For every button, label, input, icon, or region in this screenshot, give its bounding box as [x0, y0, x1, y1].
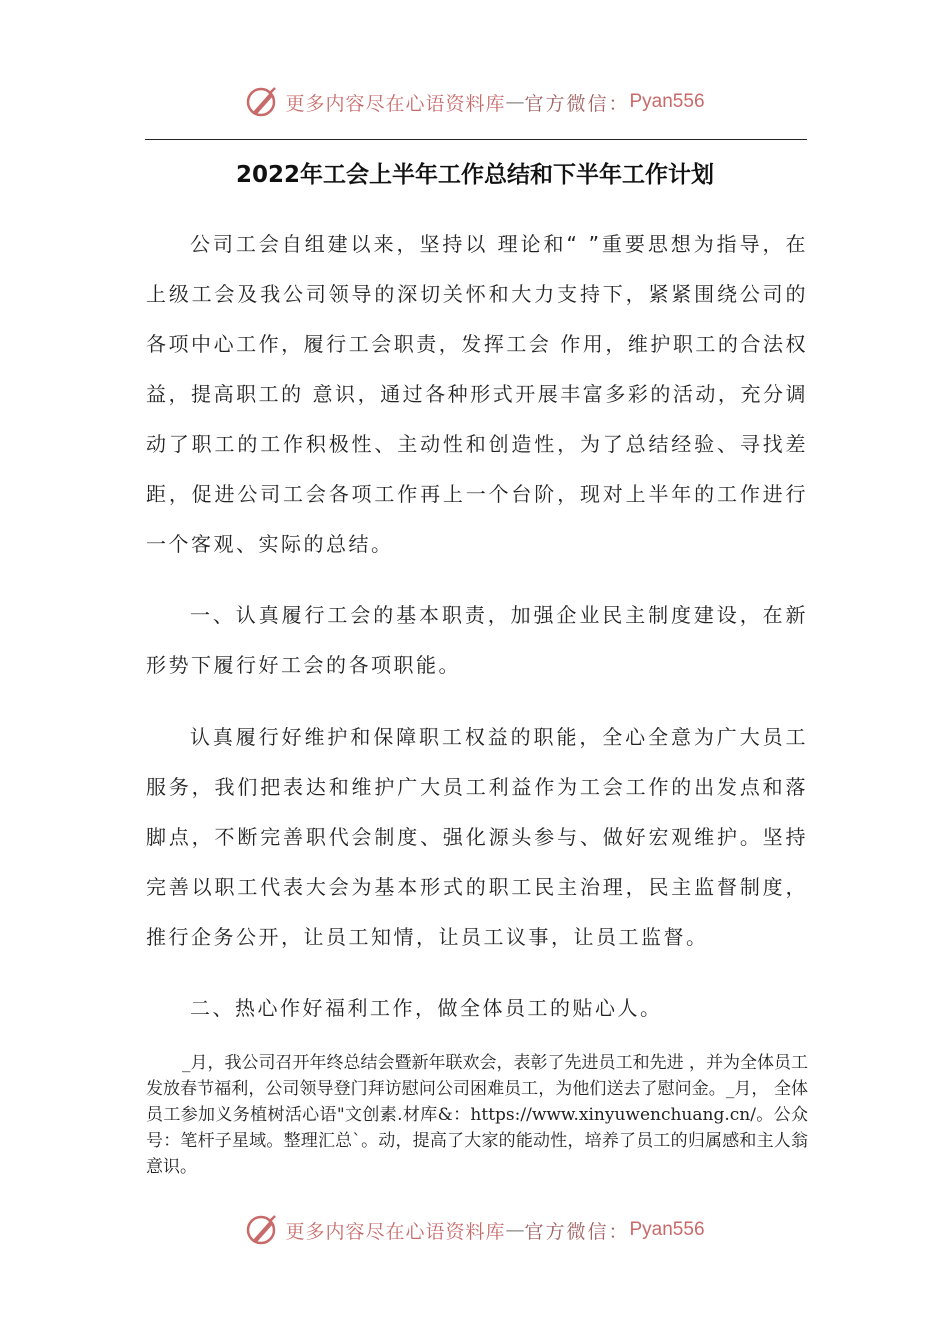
banner-separator: —	[505, 91, 525, 113]
banner-wechat-id: Pyan556	[629, 1219, 705, 1240]
banner-wechat-id: Pyan556	[629, 91, 705, 112]
paragraph-section-one-body: 认真履行好维护和保障职工权益的职能，全心全意为广大员工服务，我们把表达和维护广大员工利益作为工会工作的出发点和落脚点，不断完善职代会制度、强化源头参与、做好宏观维护。坚持完善以职工代表大会为基本形式的职工民主治理，民主监督制度，推行企务公开，让员工知情，让员工议事，让员工监督。	[146, 725, 808, 949]
banner-text: 更多内容尽在心语资料库	[285, 1220, 506, 1243]
paragraph-section-two-heading: 二、热心作好福利工作，做全体员工的贴心人。	[190, 996, 663, 1020]
header-rule	[145, 139, 807, 140]
banner-separator: —	[505, 1219, 525, 1241]
pen-logo-icon	[245, 85, 279, 119]
paragraph-intro: 公司工会自组建以来，坚持以 理论和“ ”重要思想为指导，在上级工会及我公司领导的深切关怀和大力支持下，紧紧围绕公司的各项中心工作，履行工会职责，发挥工会 作用，维护职工的合法权益，提高职工的 意识，通过各种形式开展丰富多彩的活动，充分调动了职工的工作积极性、主动性和创造性，为了总结经验、寻找差距，促进公司工会各项工作再上一个台阶，现对上半年的工作进行一个客观、实际的总结。	[146, 232, 808, 556]
paragraph-section-one-heading: 一、认真履行工会的基本职责，加强企业民主制度建设，在新形势下履行好工会的各项职能。	[146, 603, 808, 677]
banner-wechat-label: 官方微信：	[524, 92, 630, 115]
footer-banner	[0, 1210, 950, 1250]
banner-text: 更多内容尽在心语资料库	[285, 92, 506, 115]
document-title: 2022年工会上半年工作总结和下半年工作计划	[235, 162, 714, 188]
banner-wechat-label: 官方微信：	[524, 1220, 630, 1243]
pen-logo-icon	[245, 1213, 279, 1247]
paragraph-section-two-body: _月，我公司召开年终总结会暨新年联欢会，表彰了先进员工和先进 ，并为全体员工发放春节福利，公司领导登门拜访慰问公司困难员工，为他们送去了慰问金。_月， 全体员工参加义务植树活心语"文创素.材库&：https://www.xinyuwenchuang.cn/。公众号：笔杆子星域。整理汇总`。动，提高了大家的能动性，培养了员工的归属感和主人翁意识。	[146, 1053, 808, 1177]
header-banner	[0, 82, 950, 122]
